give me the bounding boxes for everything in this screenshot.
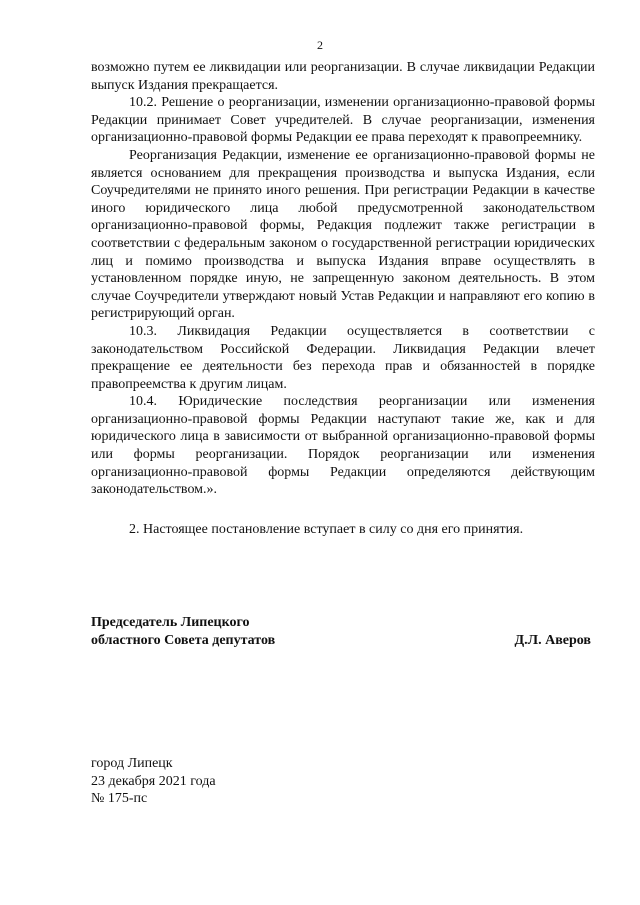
paragraph-reorganization: Реорганизация Редакции, изменение ее организационно-правовой формы не является основанием для прекращения производства и выпуска Издания, если Соучредителями не принято иного решения. При регистрации Редакции в качестве иного юридического лица любой предусмотренной законодательством организационно-правовой формы, Редакция подлежит также регистрации в соответствии с федеральным законом о государственной регистрации юридических лиц и помимо производства и выпуска Издания вправе осуществлять в установленном порядке иную, не запрещенную законом деятельность. В этом случае Соучредители утверждают новый Устав Редакции и направляют его копию в регистрирующий орган.	[91, 147, 595, 322]
signatory-title-line2: областного Совета депутатов	[91, 632, 276, 648]
paragraph-10-2: 10.2. Решение о реорганизации, изменении организационно-правовой формы Редакции принимает Совет учредителей. В случае реорганизации, изменения организационно-правовой формы Редакции ее права переходят к правопреемнику.	[91, 95, 595, 146]
signatory-name: Д.Л. Аверов	[514, 632, 591, 648]
footer-city: город Липецк	[91, 756, 173, 771]
paragraph-10-4: 10.4. Юридические последствия реорганизации или изменения организационно-правовой формы Редакции наступают такие же, как и для юридического лица в зависимости от выбранной организационно-правовой формы или формы реорганизации. Порядок реорганизации или изменения организационно-правовой формы Редакции определяются действующим законодательством.».	[91, 394, 595, 498]
closing-clause: 2. Настоящее постановление вступает в силу со дня его принятия.	[129, 522, 524, 537]
document-body	[91, 59, 595, 499]
signature-block	[91, 614, 595, 649]
footer-document-number: № 175-пс	[91, 791, 148, 807]
signatory-title-line1: Председатель Липецкого	[91, 615, 250, 630]
document-footer	[91, 755, 216, 808]
paragraph-liquidation-continuation: возможно путем ее ликвидации или реорганизации. В случае ликвидации Редакции выпуск Издания прекращается.	[91, 60, 595, 93]
page-number: 2	[317, 38, 323, 52]
paragraph-10-3: 10.3. Ликвидация Редакции осуществляется в соответствии с законодательством Российской Федерации. Ликвидация Редакции влечет прекращение ее деятельности без перехода прав и обязанностей в порядке правопреемства к другим лицам.	[91, 323, 595, 392]
footer-date: 23 декабря 2021 года	[91, 773, 216, 789]
